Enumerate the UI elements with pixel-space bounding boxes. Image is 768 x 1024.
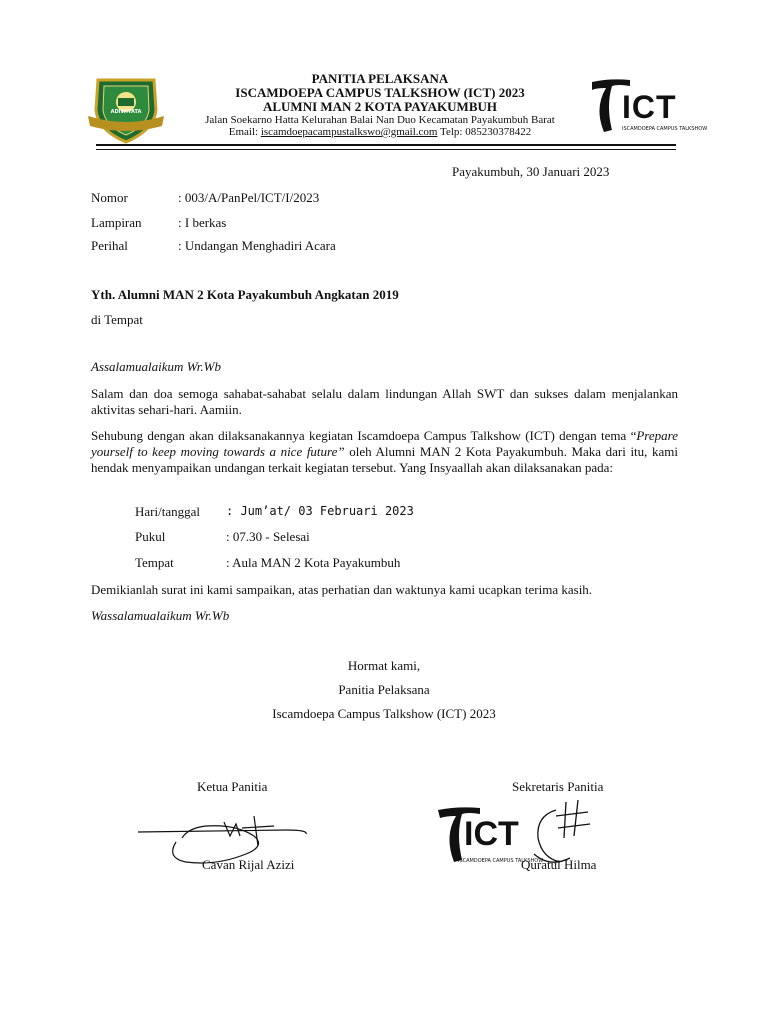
meta-value-nomor: : 003/A/PanPel/ICT/I/2023 [178, 190, 320, 205]
right-signatory-role: Sekretaris Panitia [512, 779, 604, 794]
paragraph-1: Salam dan doa semoga sahabat-sahabat selalu dalam lindungan Allah SWT dan sukses dalam menjalankan aktivitas sehari-hari. Aamiin. [91, 386, 678, 417]
recipient: Yth. Alumni MAN 2 Kota Payakumbuh Angkatan 2019 [91, 287, 399, 302]
left-signatory-role: Ketua Panitia [197, 779, 268, 794]
paragraph-2-body: oleh Alumni MAN 2 Kota Payakumbuh. Maka dari itu, kami hendak menyampaikan undangan terkait kegiatan tersebut. Yang Insyaallah akan dilaksanakan pada: [91, 444, 679, 475]
meta-label-lampiran: Lampiran [91, 215, 142, 230]
letter-date: Payakumbuh, 30 Januari 2023 [452, 164, 610, 179]
closing-text: Demikianlah surat ini kami sampaikan, atas perhatian dan waktunya kami ucapkan terima kasih. [91, 582, 593, 597]
school-logo-text: ADIWIYATA [110, 109, 142, 115]
right-signatory-name: Quratul Hilma [521, 857, 597, 872]
event-value-time: : 07.30 - Selesai [226, 529, 310, 544]
farewell: Wassalamualaikum Wr.Wb [91, 608, 230, 623]
paragraph-2-intro: Sehubung dengan akan dilaksanakannya kegiatan Iscamdoepa Campus Talkshow (ICT) dengan tema “ [91, 428, 637, 443]
meta-value-perihal: : Undangan Menghadiri Acara [178, 238, 336, 253]
meta-label-perihal: Perihal [91, 238, 128, 253]
ict-logo-text: ICT [622, 89, 677, 125]
event-value-date: : Jum’at/ 03 Februari 2023 [226, 504, 414, 518]
left-signatory-name: Cavan Rijal Azizi [202, 857, 295, 872]
header-rule-thin [96, 149, 676, 150]
recipient-place: di Tempat [91, 312, 143, 327]
email-label: Email: [228, 126, 259, 138]
ict-stamp-text: ICT [464, 815, 519, 853]
paragraph-2 [91, 428, 678, 476]
signoff-line-1: Hormat kami, [347, 658, 421, 673]
ict-logo-subtext: ISCAMDOEPA CAMPUS TALKSHOW [622, 126, 708, 132]
header-line-2: ISCAMDOEPA CAMPUS TALKSHOW (ICT) 2023 [235, 85, 525, 100]
meta-label-nomor: Nomor [91, 190, 128, 205]
header-address: Jalan Soekarno Hatta Kelurahan Balai Nan Duo Kecamatan Payakumbuh Barat [205, 114, 555, 126]
signoff-line-2: Panitia Pelaksana [338, 682, 430, 697]
phone: Telp: 085230378422 [440, 126, 532, 138]
event-label-time: Pukul [135, 529, 166, 544]
ict-logo [586, 76, 710, 138]
header-rule-thick [96, 144, 676, 146]
ict-stamp-subtext: ISCAMDOEPA CAMPUS TALKSHOW [458, 858, 544, 864]
event-value-place: : Aula MAN 2 Kota Payakumbuh [226, 555, 401, 570]
greeting: Assalamualaikum Wr.Wb [91, 359, 221, 374]
school-logo [84, 76, 168, 144]
event-label-place: Tempat [135, 555, 174, 570]
paragraph-2-theme: Prepare yourself to keep moving towards a nice future” [91, 428, 678, 459]
header-line-3: ALUMNI MAN 2 KOTA PAYAKUMBUH [262, 99, 497, 114]
meta-value-lampiran: : I berkas [178, 215, 227, 230]
email-link[interactable]: iscamdoepacampustalkswo@gmail.com [260, 126, 438, 138]
signoff-line-3: Iscamdoepa Campus Talkshow (ICT) 2023 [272, 706, 496, 721]
header-line-1: PANITIA PELAKSANA [311, 71, 449, 86]
header-contact [180, 126, 580, 138]
event-label-date: Hari/tanggal [135, 504, 200, 519]
